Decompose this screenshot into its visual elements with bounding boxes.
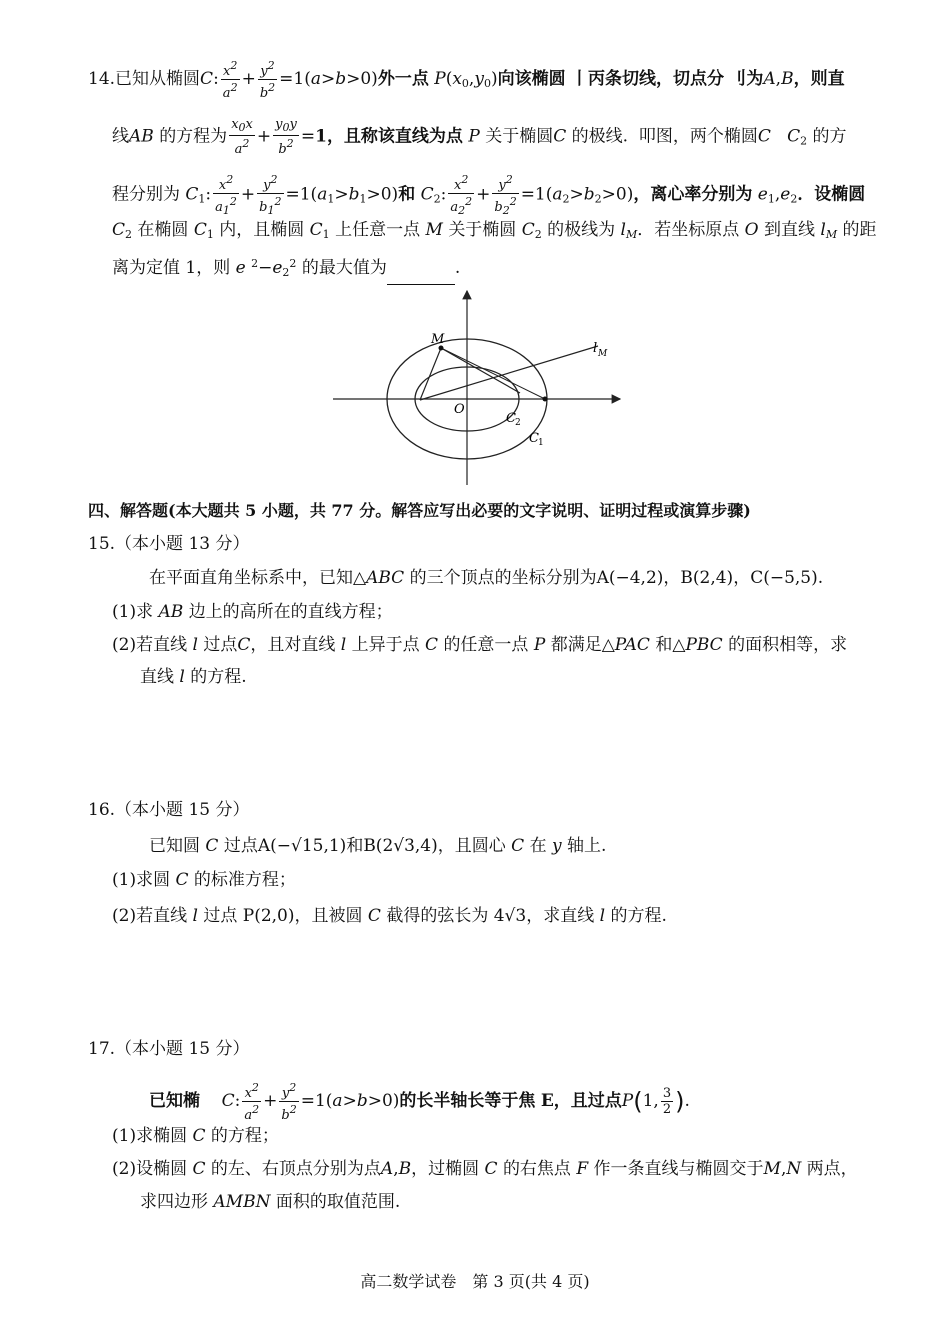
text: 在椭圆 [137, 220, 189, 240]
text: 的长半轴长等于焦 [399, 1091, 536, 1111]
text: 关于椭圆 [485, 126, 554, 147]
text: 的方程； [210, 1126, 279, 1146]
text: 的标准方程； [193, 870, 296, 890]
text: 截得的弦长为 [386, 906, 489, 926]
polar-line-lm [420, 346, 598, 400]
text: 的方程. [610, 906, 667, 926]
text: 的方 [812, 126, 847, 147]
text: 边上的高所在的直线方程； [188, 602, 393, 622]
text: (2)若直线 [112, 906, 188, 926]
text: 的最大值为 [301, 258, 387, 278]
text: 在平面直角坐标系中，已知△ [149, 568, 367, 588]
text: 上任意一点 [335, 220, 421, 240]
text: A(−4,2)，B(2,4)，C(−5,5). [596, 568, 824, 588]
text: 叩图，两个椭圆 [638, 126, 758, 147]
text: . [454, 258, 461, 278]
text: ，则直 [793, 69, 845, 89]
q17-stem: 已知椭 C: $\frac{x^2}{a^2}$ + $\frac{y^2}{b^2}$ =1(a>b>0)的长半轴长等于焦 E，且过点P(1, $\frac{3}{2}$ ). [149, 1081, 690, 1123]
text: (1)求椭圆 [112, 1126, 188, 1146]
text: ，且称该直线为点 [326, 126, 463, 147]
q16-head: 16.（本小题 15 分） [88, 800, 250, 820]
text: 程分别为 [112, 184, 180, 205]
vertex-point [543, 397, 548, 402]
text: (1)求圆 [112, 870, 171, 890]
text: 过点 [223, 836, 258, 856]
q17-part-1: (1)求椭圆 C 的方程； [112, 1126, 279, 1146]
q15-part-2: (2)若直线 l 过点C，且对直线 l 上异于点 C 的任意一点 P 都满足△PAC 和△PBC 的面积相等，求 [112, 635, 848, 655]
text: E，且过点 [540, 1091, 622, 1111]
line-from-vertex [441, 348, 545, 399]
tangent-line-2 [441, 348, 520, 393]
text: ，求直线 [526, 906, 595, 926]
text: 已知圆 [149, 836, 200, 856]
text: (2)设椭圆 [112, 1159, 188, 1179]
text: 求四边形 [140, 1192, 208, 1212]
text: 刂为 [729, 69, 764, 89]
text: (2)若直线 [112, 635, 188, 655]
answer-blank [387, 268, 455, 285]
text: 过点 [203, 906, 238, 926]
text: ．设椭圆 [797, 184, 866, 205]
text: 离为定值 1，则 [112, 258, 231, 278]
label-c2-sub: 2 [515, 418, 521, 428]
text: 的极线. [571, 126, 629, 147]
text: 已知从椭圆 [115, 69, 201, 89]
text: A(−√15,1) [257, 836, 347, 856]
tangent-line-1 [420, 348, 441, 400]
text: 向该椭圆 [497, 69, 566, 89]
text: 的面积相等，求 [728, 635, 848, 655]
q17-part-2: (2)设椭圆 C 的左、右顶点分别为点A,B，过椭圆 C 的右焦点 F 作一条直线与椭圆交于M,N 两点， [112, 1159, 858, 1179]
text: 的极线为 [547, 220, 616, 240]
q15-part-1: (1)求 AB 边上的高所在的直线方程； [112, 602, 393, 622]
text: 4√3 [493, 906, 527, 926]
text: ．若坐标原点 [637, 220, 740, 240]
label-c2: C [506, 411, 516, 426]
text: 外一点 [377, 69, 429, 89]
q14-line-5: 离为定值 1，则 e $^2-e_2^2$ 的最大值为 . [112, 252, 460, 285]
q16-part-2: (2)若直线 l 过点 P(2,0)，且被圆 C 截得的弦长为 4√3，求直线 l 的方程. [112, 906, 667, 926]
label-c1-sub: 1 [538, 438, 544, 448]
text: 的方程为 [159, 126, 228, 147]
q14-line-4: $C_2$ 在椭圆 $C_1$ 内，且椭圆 $C_1$ 上任意一点 M 关于椭圆 $C_2$ 的极线为 $l_M$．若坐标原点 O 到直线 $l_M$ 的距 [112, 220, 877, 241]
text: ，且圆心 [437, 836, 506, 856]
label-c1: C [529, 431, 539, 446]
q16-stem: 已知圆 C 过点A(−√15,1)和B(2√3,4)，且圆心 C 在 y 轴上. [149, 836, 607, 856]
q17-part-2-cont: 求四边形 AMBN 面积的取值范围. [140, 1192, 401, 1212]
text: ，且对直线 [250, 635, 336, 655]
text: 的方程. [190, 667, 247, 687]
text: 面积的取值范围. [275, 1192, 401, 1212]
text: ，且被圆 [294, 906, 363, 926]
text: 到直线 [764, 220, 815, 240]
q14-line-1: 14.已知从椭圆C: $\frac{x^2}{a^2}$ + $\frac{y^2}{b^2}$ =1(a>b>0)外一点 $P(x_0,y_0)$向该椭圆 丨丙条切线，切点分 刂为A,B，则直 [88, 59, 845, 101]
q16-part-1: (1)求圆 C 的标准方程； [112, 870, 296, 890]
ellipse-figure [330, 285, 630, 493]
label-lm: l [593, 341, 598, 356]
text: 丨丙条切线，切点分 [570, 69, 724, 89]
text: 的右焦点 [502, 1159, 571, 1179]
text: 两点， [806, 1159, 858, 1179]
text: 关于椭圆 [448, 220, 517, 240]
text: B(2√3,4) [363, 836, 438, 856]
text: 内，且椭圆 [219, 220, 305, 240]
q15-stem: 在平面直角坐标系中，已知△ABC 的三个顶点的坐标分别为A(−4,2)，B(2,4)，C(−5,5). [149, 568, 824, 588]
text: 和 [398, 184, 416, 205]
text: ，离心率分别为 [633, 184, 753, 205]
text: P(2,0) [242, 906, 295, 926]
text: 和△ [655, 635, 686, 655]
text: 线 [112, 126, 129, 147]
label-m: M [431, 332, 445, 347]
text: 直线 [140, 667, 174, 687]
text: 上异于点 [351, 635, 420, 655]
question-number: 14. [88, 69, 116, 89]
label-lm-sub: M [598, 349, 608, 359]
text: 轴上. [567, 836, 607, 856]
label-o: O [454, 402, 465, 417]
text: 的三个顶点的坐标分别为 [409, 568, 597, 588]
text: 的距 [842, 220, 877, 240]
q15-part-2-cont: 直线 l 的方程. [140, 667, 247, 687]
text: 的左、右顶点分别为点 [210, 1159, 381, 1179]
q15-head: 15.（本小题 13 分） [88, 534, 250, 554]
text: 都满足△ [550, 635, 615, 655]
text: 作一条直线与椭圆交于 [593, 1159, 764, 1179]
text: 已知椭 [149, 1091, 200, 1111]
text: 和 [346, 836, 364, 856]
q14-line-3: 程分别为 $C_1$: $\frac{x^2}{a_1^2}$ + $\frac{y^2}{b_1^2}$ $=1(a_1>b_1>0)$和 $C_2$: $\frac{x^2}{a_2^2}$ + $\frac{y^2}{b_2^2}$ $=1(a_2>b_2>0)$，离心率分别为 $e_1,e_2$．设椭圆 [112, 173, 866, 217]
text: ，过椭圆 [411, 1159, 480, 1179]
text: 的任意一点 [443, 635, 529, 655]
text: 过点 [203, 635, 238, 655]
text: (1)求 [112, 602, 154, 622]
text: 在 [529, 836, 547, 856]
q14-line-2: 线AB 的方程为 $\frac{x_0x}{a^2}$ + $\frac{y_0y}{b^2}$ =1，且称该直线为点 P 关于椭圆C 的极线. 叩图，两个椭圆C $C_2$ 的方 [112, 117, 847, 157]
q17-head: 17.（本小题 15 分） [88, 1039, 250, 1059]
page-footer: 高二数学试卷 第 3 页(共 4 页) [360, 1272, 590, 1291]
section-4-title: 四、解答题(本大题共 5 小题，共 77 分。解答应写出必要的文字说明、证明过程或演算步骤) [88, 501, 751, 520]
